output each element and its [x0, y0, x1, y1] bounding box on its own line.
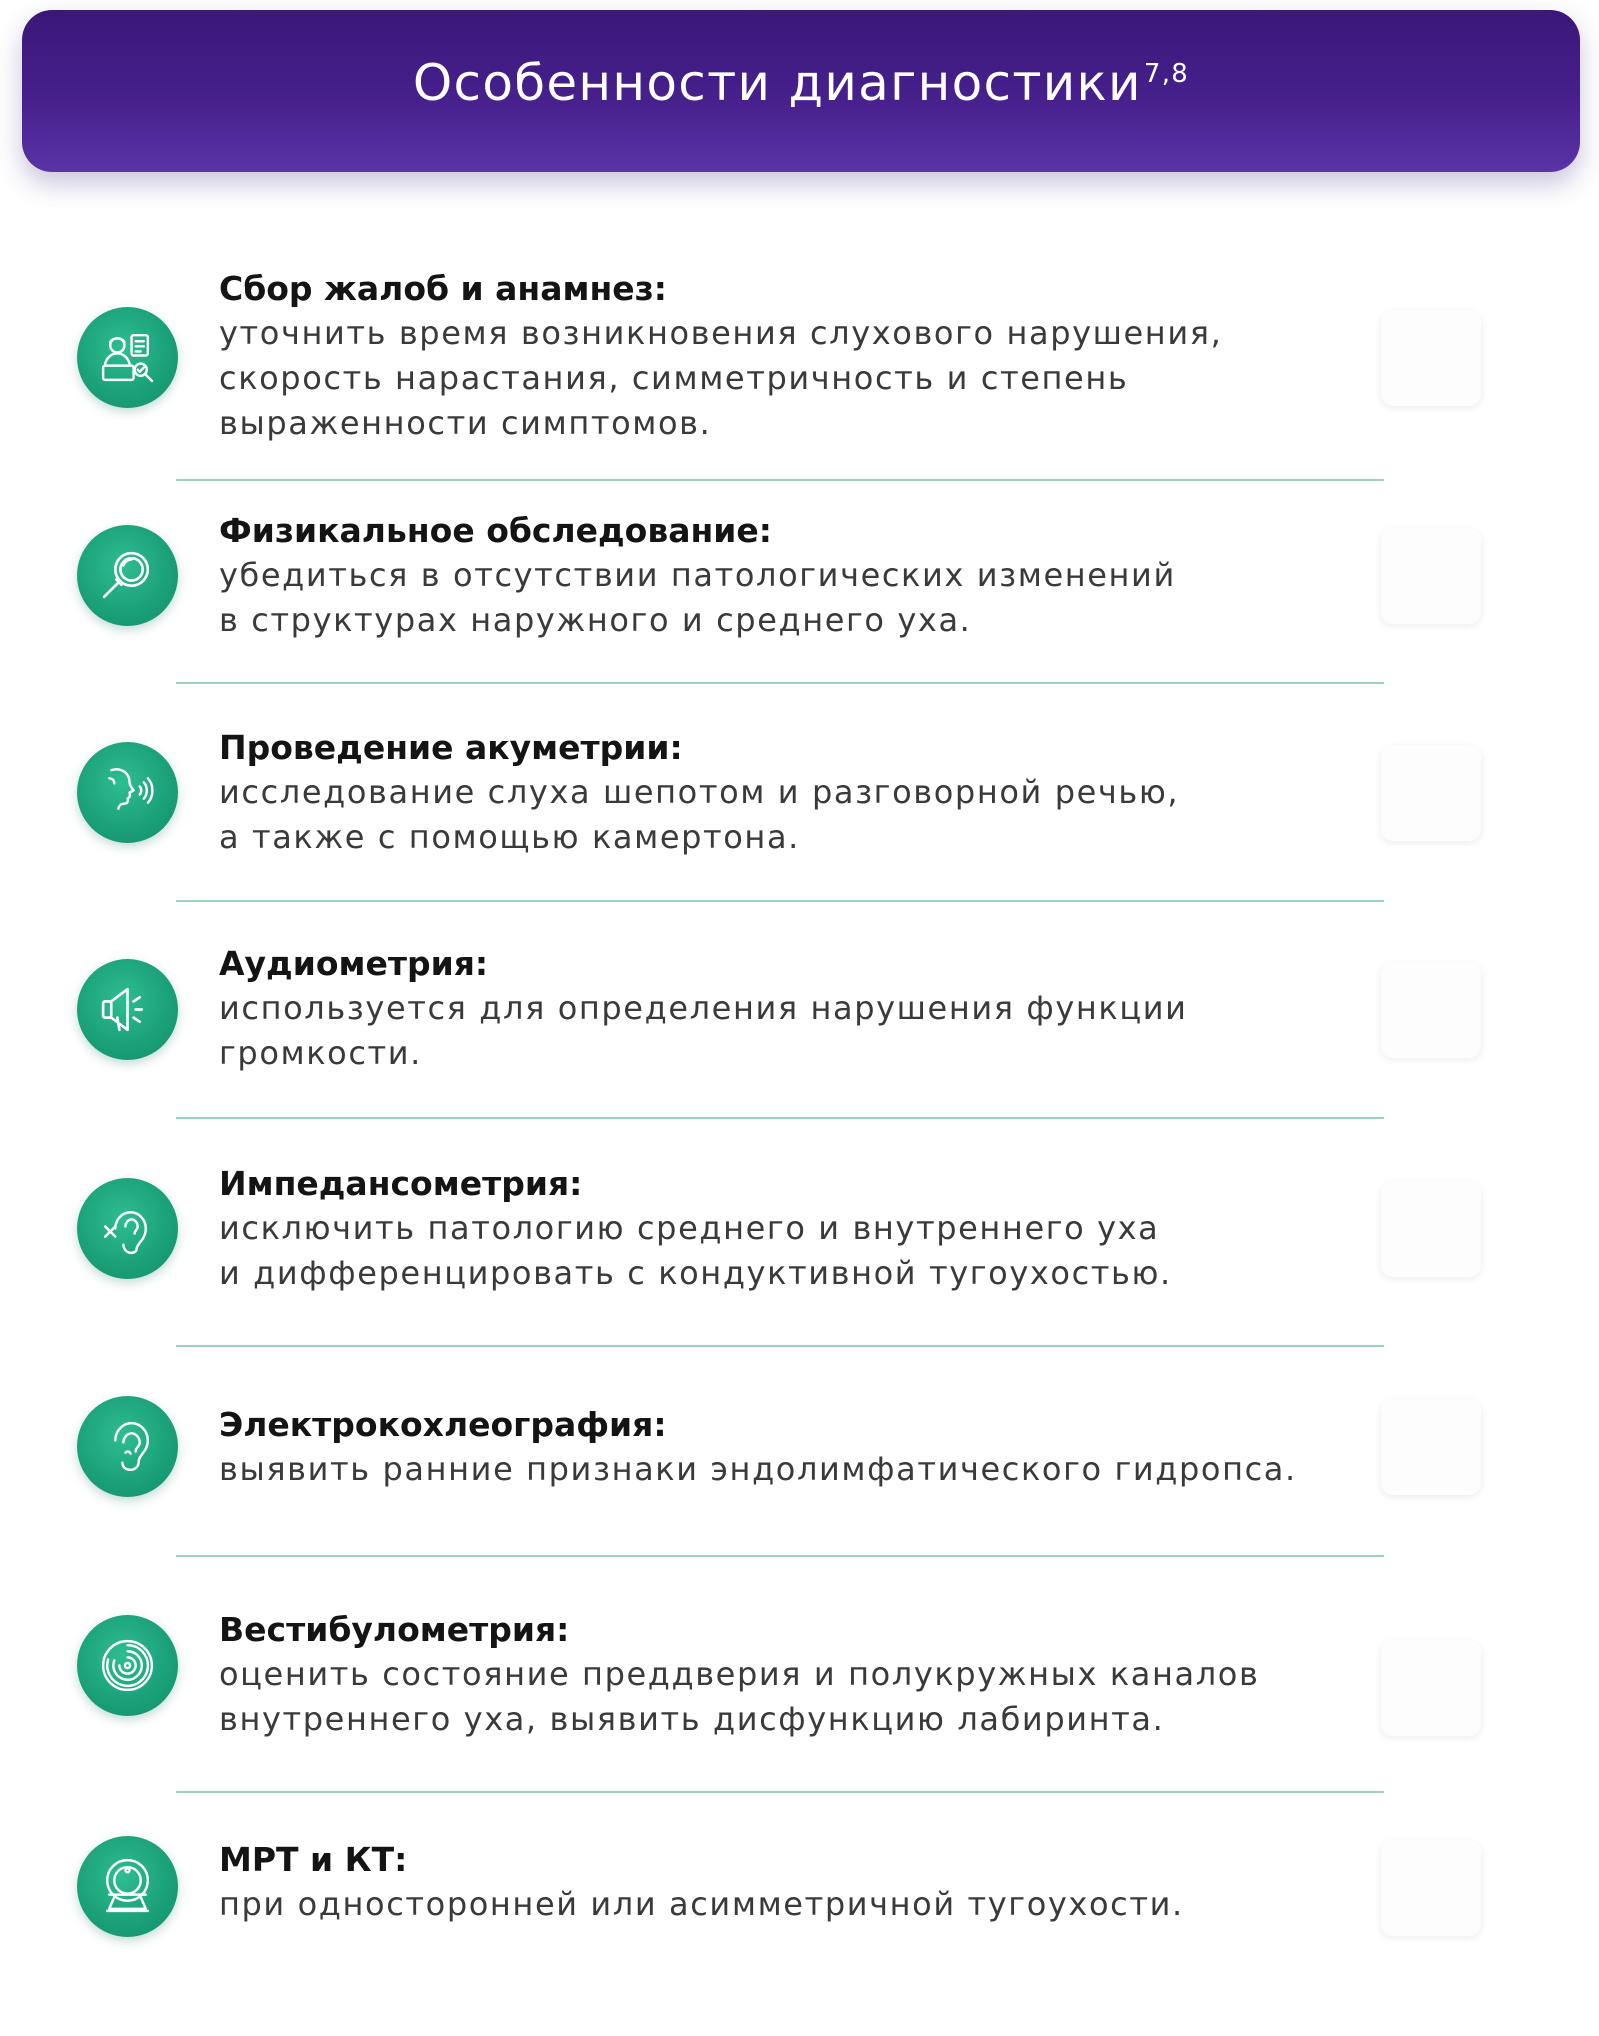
item-description: выявить ранние признаки эндолимфатического гидропса.	[219, 1450, 1297, 1488]
item-description: исследование слуха шепотом и разговорной речью, а также с помощью камертона.	[219, 773, 1180, 856]
item-description: исключить патологию среднего и внутреннего уха и дифференцировать с кондуктивной тугоухостью.	[219, 1209, 1172, 1292]
item-title: Сбор жалоб и анамнез:	[219, 269, 667, 308]
item-title: МРТ и КТ:	[219, 1840, 408, 1879]
spiral-icon	[77, 1615, 178, 1716]
item-description: оценить состояние преддверия и полукружных каналов внутреннего уха, выявить дисфункцию лабиринта.	[219, 1655, 1260, 1738]
item-title: Физикальное обследование:	[219, 511, 772, 550]
page-title: Особенности диагностики$^{7,8}$	[412, 54, 1190, 112]
item-description: используется для определения нарушения функции громкости.	[219, 989, 1188, 1072]
divider	[176, 479, 1384, 481]
mri-scanner-icon	[77, 1836, 178, 1937]
item-description: при односторонней или асимметричной тугоухости.	[219, 1885, 1184, 1923]
item-description: убедиться в отсутствии патологических изменений в структурах наружного и среднего уха.	[219, 556, 1176, 639]
item-title: Импедансометрия:	[219, 1164, 583, 1203]
item-title: Вестибулометрия:	[219, 1610, 570, 1649]
item-checkbox[interactable]	[1381, 962, 1481, 1058]
item-checkbox[interactable]	[1381, 1399, 1481, 1495]
item-checkbox[interactable]	[1381, 1840, 1481, 1936]
whisper-speech-icon	[77, 742, 178, 843]
header-banner	[22, 10, 1580, 172]
item-checkbox[interactable]	[1381, 528, 1481, 624]
ear-cross-icon	[77, 1178, 178, 1279]
magnifier-icon	[77, 525, 178, 626]
item-title: Электрокохлеография:	[219, 1405, 667, 1444]
divider	[176, 1791, 1384, 1793]
patient-history-icon	[77, 307, 178, 408]
reference-superscript: 7,8	[1143, 59, 1190, 90]
item-checkbox[interactable]	[1381, 745, 1481, 841]
item-description: уточнить время возникновения слухового нарушения, скорость нарастания, симметричность и степень выраженности симптомов.	[219, 314, 1223, 442]
divider	[176, 1555, 1384, 1557]
ear-icon	[77, 1396, 178, 1497]
item-checkbox[interactable]	[1381, 1640, 1481, 1736]
item-title: Проведение акуметрии:	[219, 728, 683, 767]
speaker-icon	[77, 959, 178, 1060]
item-checkbox[interactable]	[1381, 1181, 1481, 1277]
divider	[176, 1117, 1384, 1119]
item-title: Аудиометрия:	[219, 944, 489, 983]
item-checkbox[interactable]	[1381, 310, 1481, 406]
divider	[176, 1345, 1384, 1347]
divider	[176, 682, 1384, 684]
divider	[176, 900, 1384, 902]
